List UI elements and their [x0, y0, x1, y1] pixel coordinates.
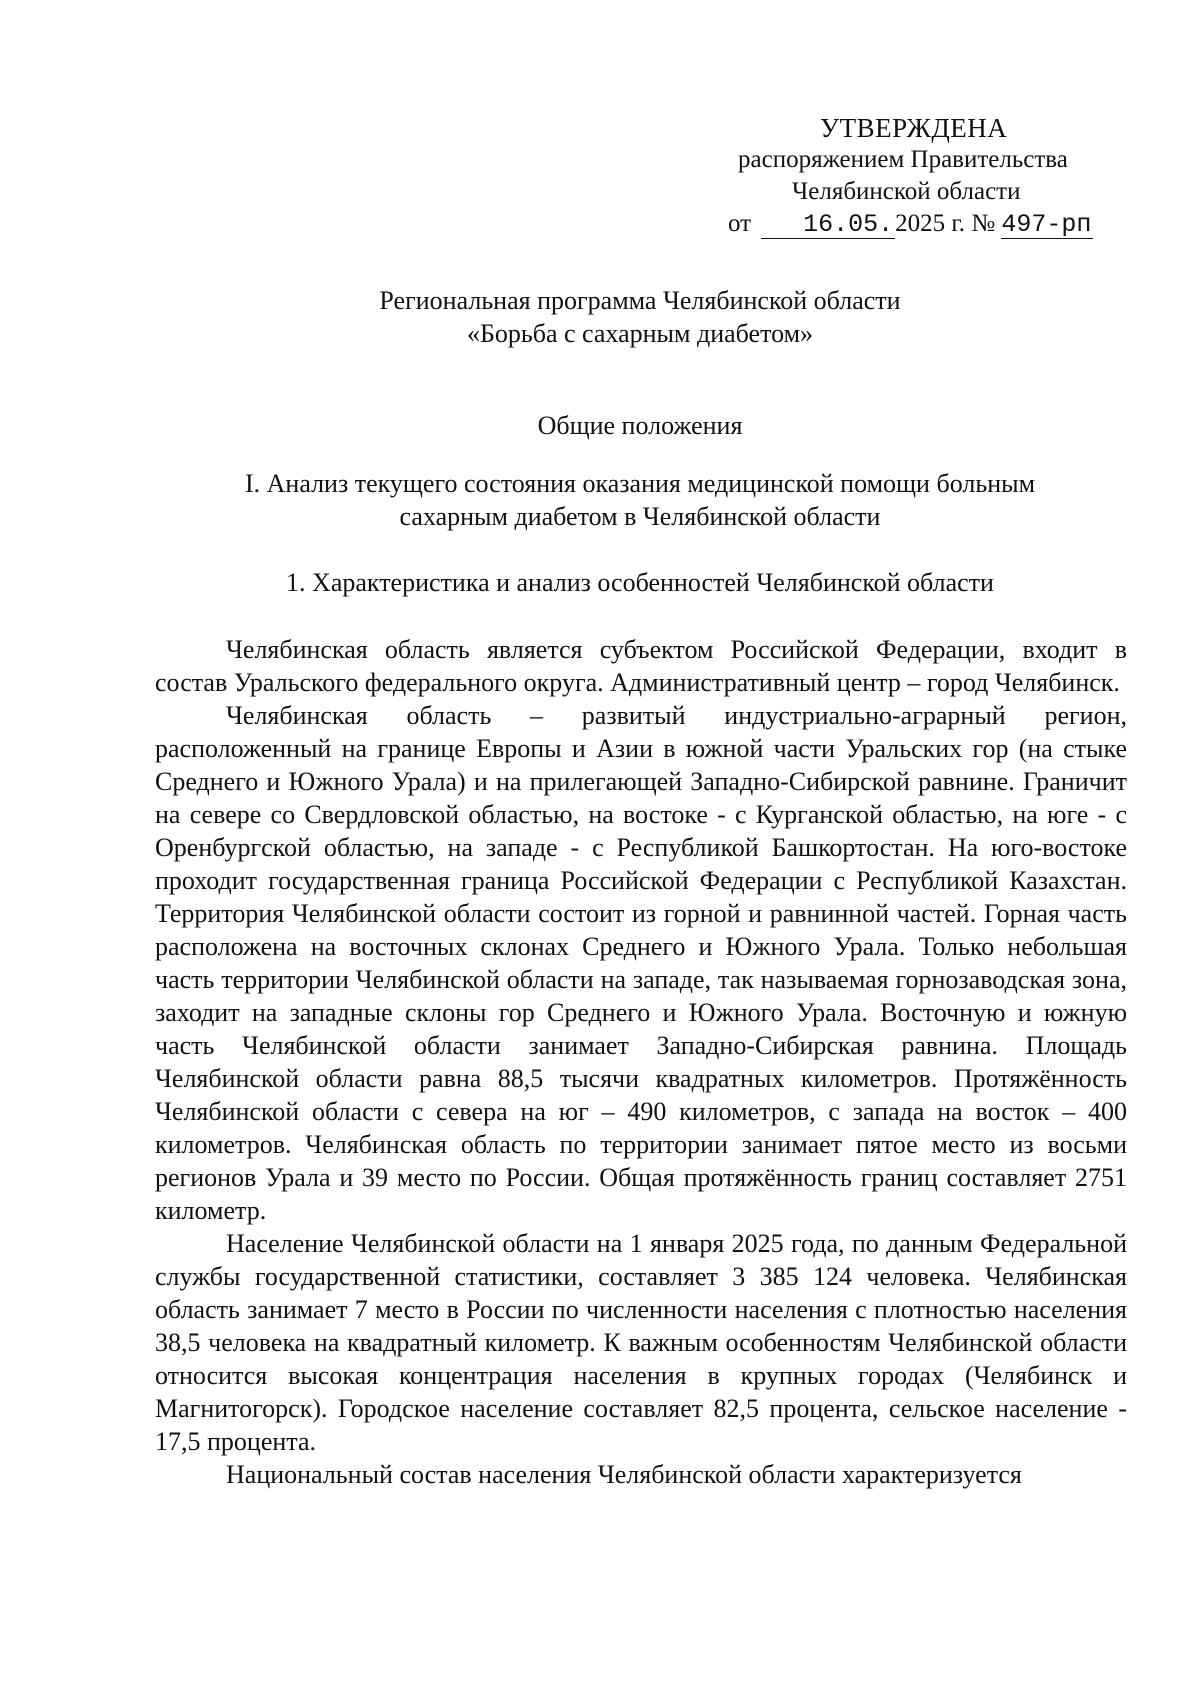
paragraph-4: Национальный состав населения Челябинской области характеризуется: [226, 1460, 1022, 1489]
approval-number-label: №: [971, 210, 996, 237]
approval-line-region: Челябинской области: [792, 178, 1021, 205]
general-provisions-text: Общие положения: [537, 411, 743, 440]
approval-from-label: от: [728, 210, 752, 237]
subsection-heading-text: 1. Характеристика и анализ особенностей Челябинской области: [286, 568, 994, 597]
program-title: [150, 284, 1130, 350]
approval-date-line: [700, 208, 1140, 240]
general-provisions-heading: [150, 409, 1130, 442]
section-heading-line2: сахарным диабетом в Челябинской области: [399, 502, 881, 531]
document-body: [155, 633, 1127, 1491]
approval-year: 2025 г.: [895, 210, 966, 237]
section-heading-line1: I. Анализ текущего состояния оказания медицинской помощи больным: [244, 469, 1036, 498]
subsection-heading: [150, 566, 1130, 599]
approval-date: 16.05.: [761, 212, 895, 239]
paragraph-3: Население Челябинской области на 1 января 2025 года, по данным Федеральной службы государственной статистики, составляет 3 385 124 человека. Челябинская область занимает 7 место в России по численности населения с плотностью населения 38,5 человека на квадратный километр. К важным особенностям Челябинской области относится высокая концентрация населения в крупных городах (Челябинск и Магнитогорск). Городское население составляет 82,5 процента, сельское население - 17,5 процента.: [155, 1229, 1127, 1456]
approval-number: 497-рп: [1001, 210, 1092, 239]
paragraph-2: Челябинская область – развитый индустриально-аграрный регион, расположенный на границе Европы и Азии в южной части Уральских гор (на стыке Среднего и Южного Урала) и на прилегающей Западно-Сибирской равнине. Граничит на севере со Свердловской областью, на востоке - с Курганской областью, на юге - с Оренбургской областью, на западе - с Республикой Башкортостан. На юго-востоке проходит государственная граница Российской Федерации с Республикой Казахстан. Территория Челябинской области состоит из горной и равнинной частей. Горная часть расположена на восточных склонах Среднего и Южного Урала. Только небольшая часть территории Челябинской области на западе, так называемая горнозаводская зона, заходит на западные склоны гор Среднего и Южного Урала. Восточную и южную часть Челябинской области занимает Западно-Сибирская равнина. Площадь Челябинской области равна 88,5 тысячи квадратных километров. Протяжённость Челябинской области с севера на юг – 490 километров, с запада на восток – 400 километров. Челябинская область по территории занимает пятое место из восьми регионов Урала и 39 место по России. Общая протяжённость границ составляет 2751 километр.: [155, 701, 1127, 1225]
section-heading: [150, 467, 1130, 533]
program-title-line2: «Борьба с сахарным диабетом»: [466, 319, 814, 348]
approval-line-order: распоряжением Правительства: [738, 146, 1068, 173]
approval-title: УТВЕРЖДЕНА: [820, 113, 1008, 143]
approval-stamp: [700, 112, 1140, 240]
program-title-line1: Региональная программа Челябинской области: [379, 286, 901, 315]
paragraph-1: Челябинская область является субъектом Российской Федерации, входит в состав Уральского федерального округа. Административный центр – город Челябинск.: [155, 635, 1127, 697]
